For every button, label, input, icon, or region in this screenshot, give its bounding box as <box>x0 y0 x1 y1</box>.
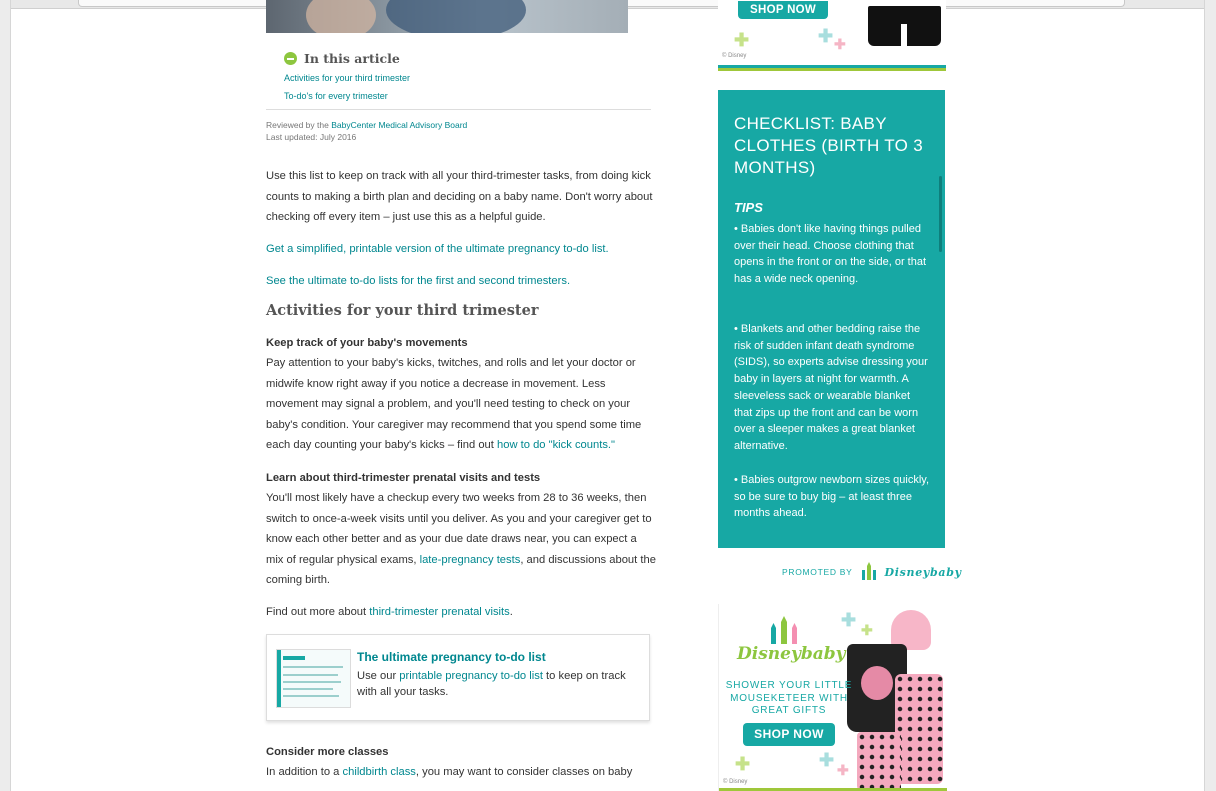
sparkle-icon: ✚ <box>818 26 834 46</box>
product-pants-image <box>895 674 943 784</box>
classes-paragraph: In addition to a childbirth class, you may want to consider classes on baby <box>266 766 633 778</box>
sparkle-icon: ✚ <box>819 750 835 770</box>
kick-counts-link[interactable]: how to do "kick counts." <box>497 439 616 452</box>
scrollbar[interactable] <box>939 176 942 252</box>
childbirth-class-link[interactable]: childbirth class <box>342 766 416 778</box>
movements-heading: Keep track of your baby's movements <box>266 337 468 349</box>
thumbnail-bar <box>277 650 281 707</box>
tip-item: • Blankets and other bedding raise the risk of sudden infant death syndrome (SIDS), so experts advise dressing your baby in layers at night for warmth. A sleeveless sack or wearable blanket that zips up the front and can be worn over a sleeper makes a great blanket alternative. <box>734 323 928 452</box>
ad-message: SHOWER YOUR LITTLE MOUSEKETEER WITH GREAT GIFTS <box>725 680 853 716</box>
advisory-board-link[interactable]: BabyCenter Medical Advisory Board <box>331 120 468 130</box>
sparkle-icon: ✚ <box>735 754 751 774</box>
todo-list-thumbnail[interactable] <box>276 649 351 708</box>
toc-link-third-trimester[interactable]: Activities for your third trimester <box>284 73 411 83</box>
window-edge-right <box>1204 0 1216 791</box>
sparkle-icon: ✚ <box>861 622 873 638</box>
castle-icon <box>767 616 801 644</box>
sparkle-icon: ✚ <box>841 610 857 630</box>
toc-divider <box>266 109 651 110</box>
tip-item: • Babies outgrow newborn sizes quickly, so be sure to buy big – at least three months ahead. <box>734 474 930 520</box>
prenatal-visits-link[interactable]: third-trimester prenatal visits <box>369 606 510 618</box>
late-pregnancy-tests-link[interactable]: late-pregnancy tests <box>419 553 521 566</box>
thumbnail-line <box>283 674 338 676</box>
hero-image <box>266 0 628 33</box>
reviewed-by: Reviewed by the BabyCenter Medical Advisory Board <box>266 120 468 130</box>
todo-list-card[interactable] <box>266 634 650 721</box>
window-edge-left <box>0 0 11 791</box>
product-pants-image <box>857 732 901 790</box>
visits-paragraph: You'll most likely have a checkup every two weeks from 28 to 36 weeks, then switch to once-a-week visits until you deliver. As you and your caregiver get to know each other better and as your due date draws near, you can expect a mix of regular physical exams, late-pregnancy tests, and discussions about the coming birth. <box>266 492 656 587</box>
tips-label: TIPS <box>734 200 763 215</box>
promoted-by-label: PROMOTED BY <box>782 567 853 577</box>
thumbnail-line <box>283 666 343 668</box>
ad-banner-top[interactable] <box>718 0 946 71</box>
toc-link-every-trimester[interactable]: To-do's for every trimester <box>284 91 388 101</box>
checklist-panel <box>718 90 945 548</box>
thumbnail-header <box>283 656 305 660</box>
movements-paragraph: Pay attention to your baby's kicks, twitches, and rolls and let your doctor or midwife know right away if you notice a decrease in movement. Less movement may signal a problem, and you'll need testing to check on your baby's condition. Your caregiver may recommend that you spend some time each day counting your baby's kicks – find out how to do "kick counts." <box>266 357 642 452</box>
hero-image-shape <box>306 0 376 33</box>
shop-now-button[interactable]: SHOP NOW <box>743 723 835 746</box>
thumbnail-line <box>283 695 339 697</box>
find-out-more: Find out more about third-trimester prenatal visits. <box>266 606 513 618</box>
sparkle-icon: ✚ <box>834 36 846 52</box>
collapse-minus-icon[interactable] <box>284 52 297 65</box>
article-meta <box>266 119 467 143</box>
disney-baby-logo: Disneybaby <box>737 644 846 664</box>
printable-todo-link[interactable]: printable pregnancy to-do list <box>399 670 543 682</box>
sparkle-icon: ✚ <box>837 762 849 778</box>
card-title[interactable]: The ultimate pregnancy to-do list <box>357 650 546 664</box>
shop-now-button[interactable]: SHOP NOW <box>738 1 828 19</box>
ad-banner-bottom[interactable] <box>718 604 947 791</box>
in-this-article <box>284 51 411 101</box>
castle-icon <box>859 562 879 582</box>
disney-baby-logo[interactable]: Disneybaby <box>884 565 962 579</box>
thumbnail-line <box>283 681 341 683</box>
last-updated: Last updated: July 2016 <box>266 132 357 142</box>
toc-header[interactable] <box>284 51 400 66</box>
product-image <box>868 6 941 46</box>
ad-strip <box>718 65 946 68</box>
trimester-lists-link[interactable]: See the ultimate to-do lists for the first and second trimesters. <box>266 275 571 287</box>
sparkle-icon: ✚ <box>734 30 750 50</box>
section-heading: Activities for your third trimester <box>266 302 539 319</box>
printable-list-link[interactable]: Get a simplified, printable version of the ultimate pregnancy to-do list. <box>266 243 609 255</box>
toc-heading: In this article <box>304 51 400 66</box>
tip-item: • Babies don't like having things pulled over their head. Choose clothing that opens in the front or on the side, or that has a wide neck opening. <box>734 223 927 286</box>
promoted-by <box>782 562 962 582</box>
hero-image-shape <box>386 0 526 33</box>
classes-heading: Consider more classes <box>266 746 389 758</box>
copyright: © Disney <box>723 779 748 785</box>
visits-heading: Learn about third-trimester prenatal visits and tests <box>266 472 541 484</box>
checklist-title: CHECKLIST: BABY CLOTHES (BIRTH TO 3 MONTHS) <box>734 114 923 177</box>
intro-paragraph: Use this list to keep on track with all your third-trimester tasks, from doing kick counts to making a birth plan and deciding on a baby name. Don't worry about checking off every item – just use this as a helpful guide. <box>266 170 653 224</box>
card-text: Use our printable pregnancy to-do list to keep on track with all your tasks. <box>357 670 626 698</box>
copyright: © Disney <box>722 53 747 59</box>
thumbnail-line <box>283 688 333 690</box>
